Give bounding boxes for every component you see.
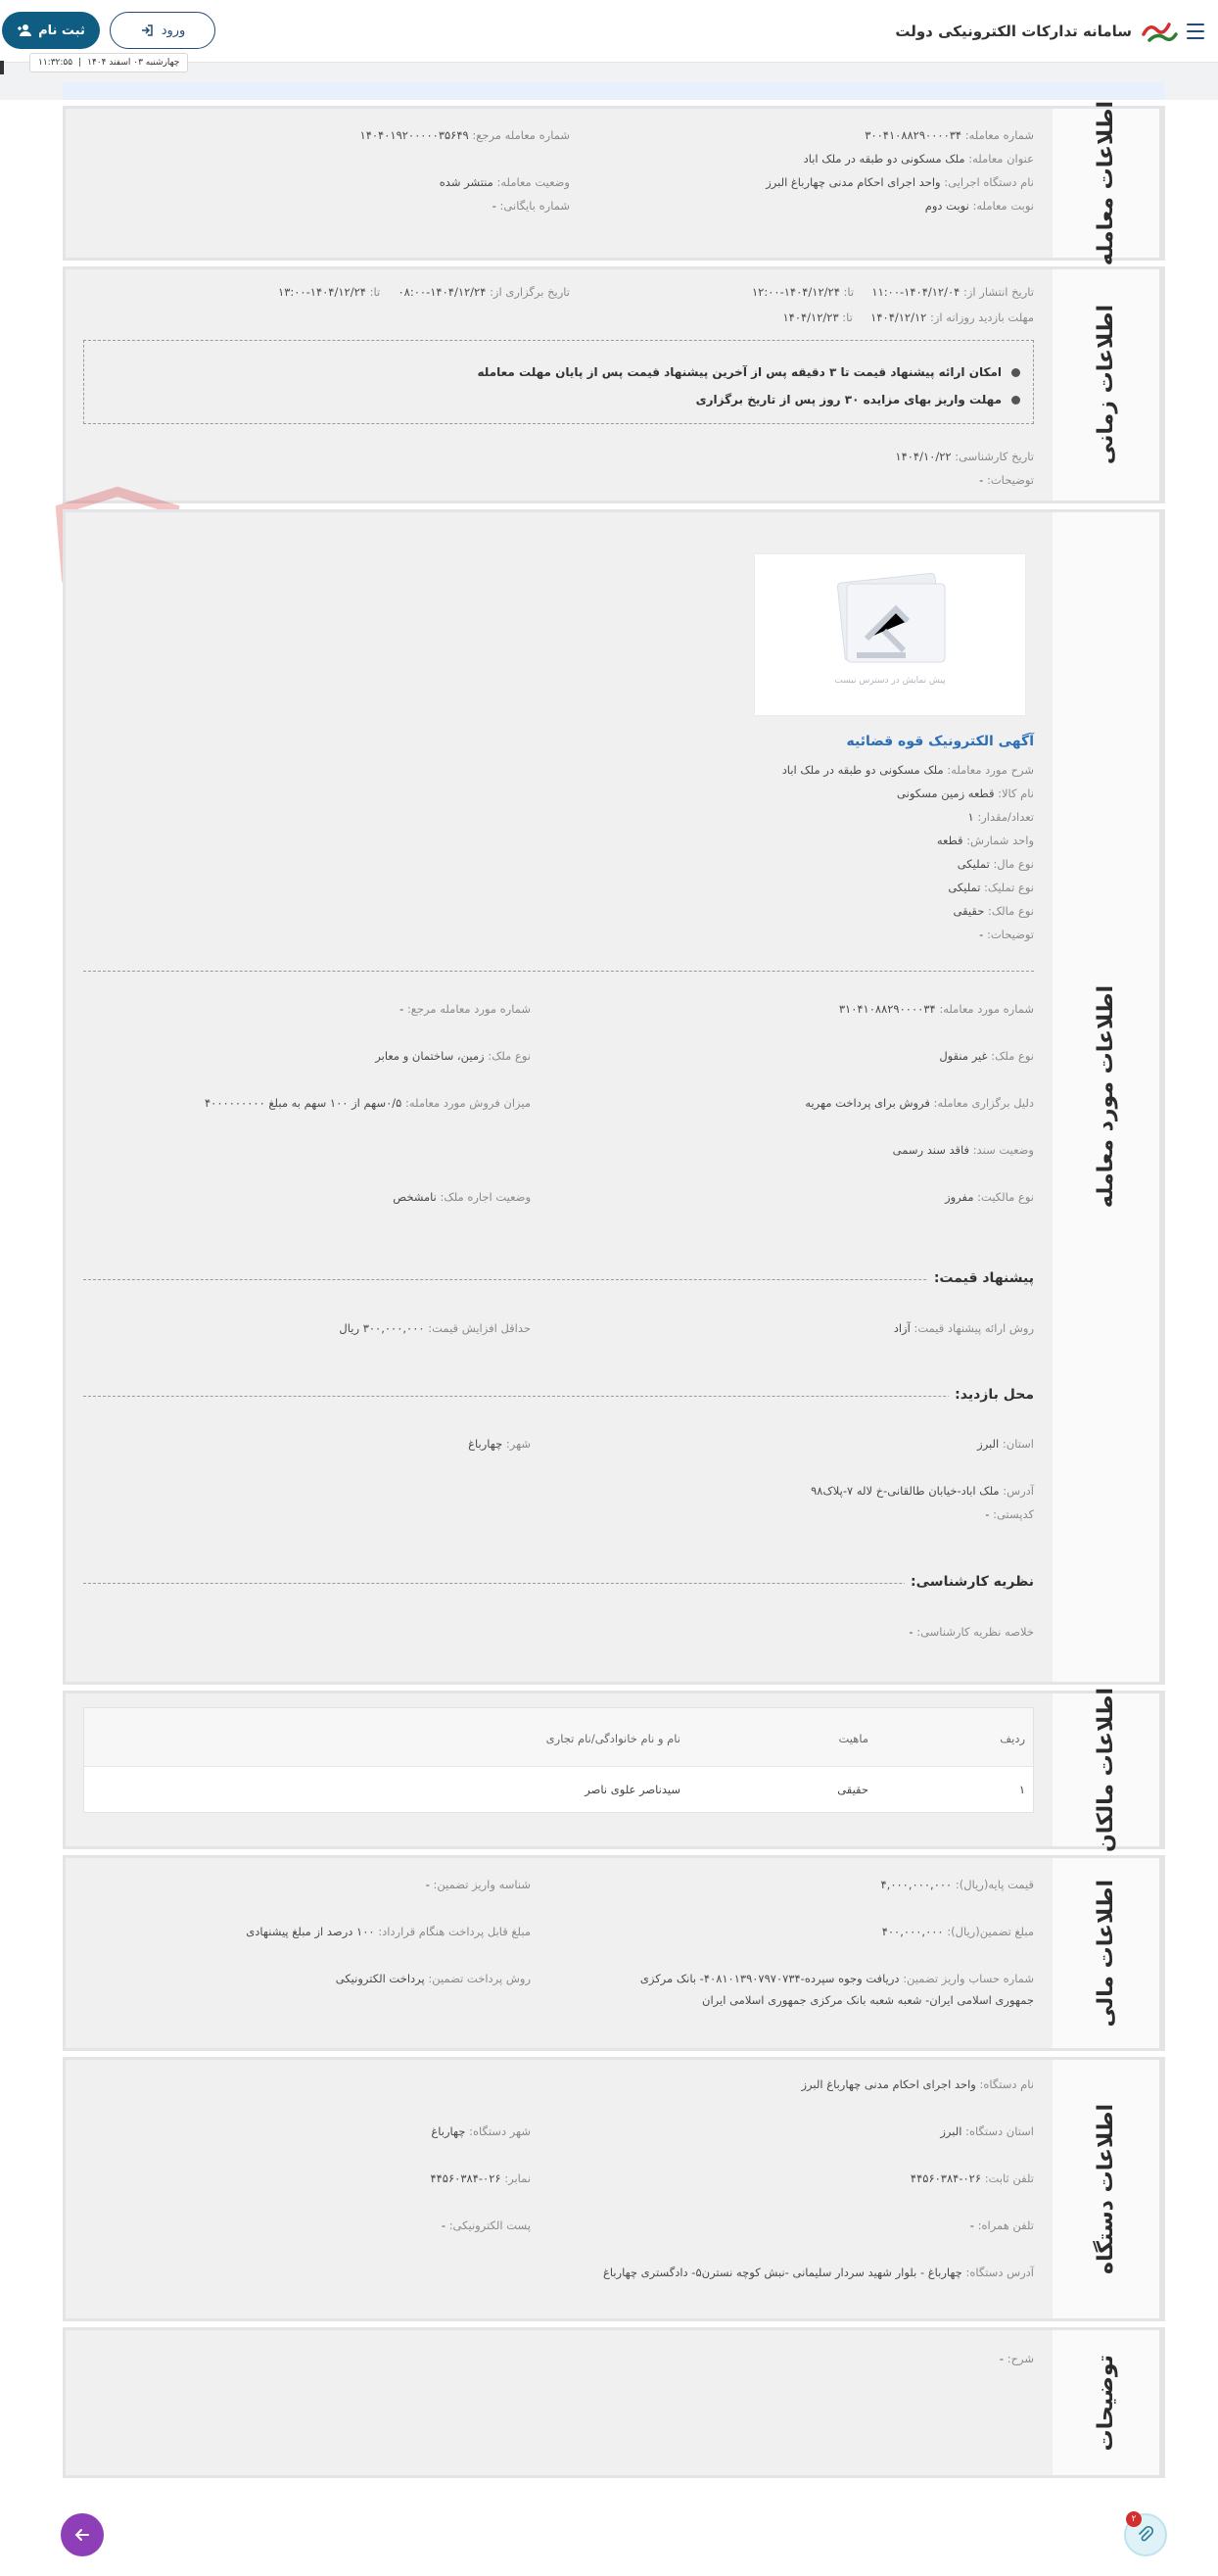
section-title: اطلاعات زمانی <box>1094 305 1118 465</box>
timing-note-2: مهلت واریز بهای مزایده ۳۰ روز پس از تاریخ برگزاری <box>696 393 1020 406</box>
base-price: قیمت پایه(ریال): ۴,۰۰۰,۰۰۰,۰۰۰ <box>880 1878 1034 1891</box>
min-increase: حداقل افزایش قیمت: ۳۰۰,۰۰۰,۰۰۰ ریال <box>339 1321 531 1335</box>
item-image-placeholder <box>754 553 1026 716</box>
add-user-icon <box>17 24 32 37</box>
lease-status: وضعیت اجاره ملک: نامشخص <box>393 1190 531 1204</box>
item-desc: شرح مورد معامله: ملک مسکونی دو طبقه در ملک اباد <box>781 763 1034 777</box>
remarks-section <box>63 2327 1165 2478</box>
row-index: ۱ <box>1018 1783 1025 1796</box>
agency-fax: نمابر: ۰۲۶-۴۴۵۶۰۳۸۴ <box>430 2171 531 2185</box>
register-button[interactable] <box>2 12 100 49</box>
bullet-icon <box>1011 368 1020 377</box>
divider <box>83 1279 1034 1280</box>
agency-body <box>66 2060 1050 2318</box>
ad-title-link[interactable]: آگهی الکترونیک قوه قضائیه <box>846 734 1034 749</box>
deal-info-body <box>66 109 1050 258</box>
ownership-type: نوع مالکیت: مفروز <box>945 1190 1034 1204</box>
login-icon <box>140 24 154 37</box>
bullet-icon <box>1011 396 1020 405</box>
expert-date: تاریخ کارشناسی: ۱۴۰۴/۱۰/۲۲ <box>895 450 1034 463</box>
section-title: اطلاعات معامله <box>1094 100 1118 266</box>
agency-address: آدرس دستگاه: چهارباغ - بلوار شهید سردار سلیمانی -نبش کوچه نسترن۵- دادگستری چهارباغ <box>602 2266 1034 2279</box>
site-title: سامانه تدارکات الکترونیکی دولت <box>895 23 1132 40</box>
deal-number: شماره معامله: ۳۰۰۴۱۰۸۸۲۹۰۰۰۰۳۴ <box>865 128 1034 142</box>
timing-desc: توضیحات: - <box>979 473 1034 487</box>
divider <box>83 1396 1034 1397</box>
item-info-section <box>63 509 1165 1685</box>
date-time-chip <box>29 53 188 72</box>
register-label: ثبت نام <box>38 23 85 38</box>
agency-sidebar <box>1053 2060 1162 2318</box>
hamburger-menu-icon[interactable] <box>1187 24 1204 39</box>
section-title: اطلاعات دستگاه <box>1094 2104 1118 2274</box>
deposit-id: شناسه واریز تضمین: - <box>425 1878 531 1891</box>
remarks-desc: شرح: - <box>999 2352 1034 2365</box>
info-strip <box>63 82 1165 100</box>
expert-opinion-heading: نظریه کارشناسی: <box>905 1574 1034 1590</box>
item-sidebar <box>1053 512 1162 1682</box>
visit-location-heading: محل بازدید: <box>949 1387 1034 1403</box>
agency-section <box>63 2057 1165 2321</box>
section-title: توضیحات <box>1094 2354 1118 2452</box>
image-caption: پیش نمایش در دسترس نیست <box>834 676 946 686</box>
finance-body <box>66 1858 1050 2048</box>
deal-org: نام دستگاه اجرایی: واحد اجرای احکام مدنی چهارباغ البرز <box>766 175 1034 189</box>
deal-ref: شماره معامله مرجع: ۱۴۰۴۰۱۹۲۰۰۰۰۰۳۵۶۴۹ <box>359 128 570 142</box>
agency-mobile: تلفن همراه: - <box>969 2218 1034 2232</box>
price-offer-heading: پیشنهاد قیمت: <box>928 1270 1034 1286</box>
deed-status: وضعیت سند: فاقد سند رسمی <box>892 1143 1034 1157</box>
timing-note-1: امکان ارائه پیشنهاد قیمت تا ۳ دقیقه پس از آخرین پیشنهاد قیمت پس از پایان مهلت معامله <box>478 365 1020 379</box>
publish-date: تاریخ انتشار از: ۱۴۰۴/۱۲/۰۴-۱۱:۰۰ تا: ۱۴۰۴/۱۲/۲۴-۱۲:۰۰ <box>751 285 1034 299</box>
deal-archive: شماره بایگانی: - <box>492 199 570 213</box>
item-ptype: نوع مال: تملیکی <box>957 857 1034 871</box>
deal-status: وضعیت معامله: منتشر شده <box>439 175 570 189</box>
row-kind: حقیقی <box>837 1783 868 1796</box>
deal-reason: دلیل برگزاری معامله: فروش برای پرداخت مهریه <box>805 1096 1034 1110</box>
item-unit: واحد شمارش: قطعه <box>936 834 1034 847</box>
page-edge <box>0 61 4 74</box>
item-body <box>66 512 1050 1682</box>
section-title: اطلاعات مالکان <box>1094 1688 1118 1852</box>
brand[interactable] <box>895 17 1204 46</box>
finance-section <box>63 1855 1165 2051</box>
visit-address: آدرس: ملک اباد-خیابان طالقانی-خ لاله ۷-پلاک۹۸ <box>811 1484 1034 1498</box>
finance-sidebar <box>1053 1858 1162 2048</box>
deal-name: عنوان معامله: ملک مسکونی دو طبقه در ملک اباد <box>803 152 1034 166</box>
agency-city: شهر دستگاه: چهارباغ <box>431 2124 531 2138</box>
header-index: ردیف <box>1000 1732 1025 1745</box>
agency-phone: تلفن ثابت: ۰۲۶-۴۴۵۶۰۳۸۴ <box>910 2171 1034 2185</box>
agency-province: استان دستگاه: البرز <box>940 2124 1034 2138</box>
item-owner-type: نوع مالک: حقیقی <box>953 904 1034 918</box>
login-label: ورود <box>161 23 186 38</box>
estate-type: نوع ملک: غیر منقول <box>939 1049 1034 1063</box>
attachments-count-badge: ۲ <box>1126 2511 1142 2527</box>
visit-province: استان: البرز <box>977 1437 1034 1451</box>
timing-body <box>66 269 1050 501</box>
guarantee-account: شماره حساب واریز تضمین: دریافت وجوه سپرده-۴۰۸۱۰۱۳۹۰۷۹۷۰۷۳۴- بانک مرکزی <box>639 1972 1034 1985</box>
divider <box>83 971 1034 972</box>
remarks-body <box>66 2330 1050 2475</box>
image-placeholder-icon <box>827 570 955 668</box>
header-kind: ماهیت <box>838 1732 868 1745</box>
item-qty: تعداد/مقدار: ۱ <box>967 810 1034 824</box>
login-button[interactable] <box>110 12 215 49</box>
item-number: شماره مورد معامله: ۳۱۰۴۱۰۸۸۲۹۰۰۰۰۳۴ <box>838 1002 1034 1016</box>
visit-postal: کدپستی: - <box>985 1507 1034 1521</box>
guarantee-method: روش پرداخت تضمین: پرداخت الکترونیکی <box>335 1972 531 1985</box>
contract-payable: مبلغ قابل پرداخت هنگام قرارداد: ۱۰۰ درصد از مبلغ پیشنهادی <box>246 1925 531 1938</box>
owners-sidebar <box>1053 1688 1162 1852</box>
back-button[interactable] <box>61 2513 104 2556</box>
deal-round: نوبت معامله: نوبت دوم <box>924 199 1034 213</box>
sale-share: میزان فروش مورد معامله: ۰/۵سهم از ۱۰۰ سهم به مبلغ ۴۰۰۰۰۰۰۰۰۰ <box>204 1096 531 1110</box>
item-otype: نوع تملیک: تملیکی <box>948 881 1034 894</box>
deal-info-section <box>63 100 1165 266</box>
visit-city: شهر: چهارباغ <box>468 1437 531 1451</box>
divider <box>83 1583 1034 1584</box>
deal-info-sidebar <box>1053 100 1162 266</box>
section-title: اطلاعات مورد معامله <box>1094 985 1118 1209</box>
owners-body <box>66 1693 1050 1846</box>
owners-table-header <box>84 1708 1033 1767</box>
remarks-sidebar <box>1053 2330 1162 2475</box>
chip-divider: | <box>78 58 82 68</box>
owners-table <box>83 1707 1034 1813</box>
item-goods: نام کالا: قطعه زمین مسکونی <box>897 787 1034 800</box>
hold-date: تاریخ برگزاری از: ۱۴۰۴/۱۲/۲۴-۰۸:۰۰ تا: ۱۴۰۴/۱۲/۲۴-۱۳:۰۰ <box>278 285 570 299</box>
arrow-left-icon <box>73 2526 91 2544</box>
guarantee-account-line2: جمهوری اسلامی ایران- شعبه شعبه بانک مرکزی جمهوری اسلامی ایران <box>702 1993 1034 2007</box>
header-name: نام و نام خانوادگی/نام تجاری <box>545 1732 680 1745</box>
expert-summary: خلاصه نظریه کارشناسی: - <box>909 1625 1034 1639</box>
price-method: روش ارائه پیشنهاد قیمت: آزاد <box>893 1321 1034 1335</box>
section-title: اطلاعات مالی <box>1094 1879 1118 2027</box>
timing-notes-box <box>83 340 1034 424</box>
guarantee-amount: مبلغ تضمین(ریال): ۴۰۰,۰۰۰,۰۰۰ <box>881 1925 1034 1938</box>
current-date: چهارشنبه ۰۳ اسفند ۱۴۰۴ <box>87 58 180 68</box>
owners-section <box>63 1688 1165 1852</box>
agency-name: نام دستگاه: واحد اجرای احکام مدنی چهارباغ البرز <box>801 2077 1034 2091</box>
current-time: ۱۱:۳۲:۵۵ <box>38 58 73 68</box>
setad-logo-icon <box>1140 17 1179 46</box>
agency-email: پست الکترونیکی: - <box>441 2218 531 2232</box>
attachments-button[interactable] <box>1124 2513 1167 2556</box>
paperclip-icon <box>1137 2526 1154 2544</box>
row-name: سیدناصر علوی ناصر <box>585 1783 680 1796</box>
timing-info-section <box>63 266 1165 503</box>
visit-date: مهلت بازدید روزانه از: ۱۴۰۴/۱۲/۱۲ تا: ۱۴۰۴/۱۲/۲۳ <box>782 310 1034 324</box>
item-notes: توضیحات: - <box>979 928 1034 941</box>
estate-kind: نوع ملک: زمین، ساختمان و معابر <box>375 1049 531 1063</box>
item-ref: شماره مورد معامله مرجع: - <box>399 1002 531 1016</box>
timing-sidebar <box>1053 269 1162 501</box>
